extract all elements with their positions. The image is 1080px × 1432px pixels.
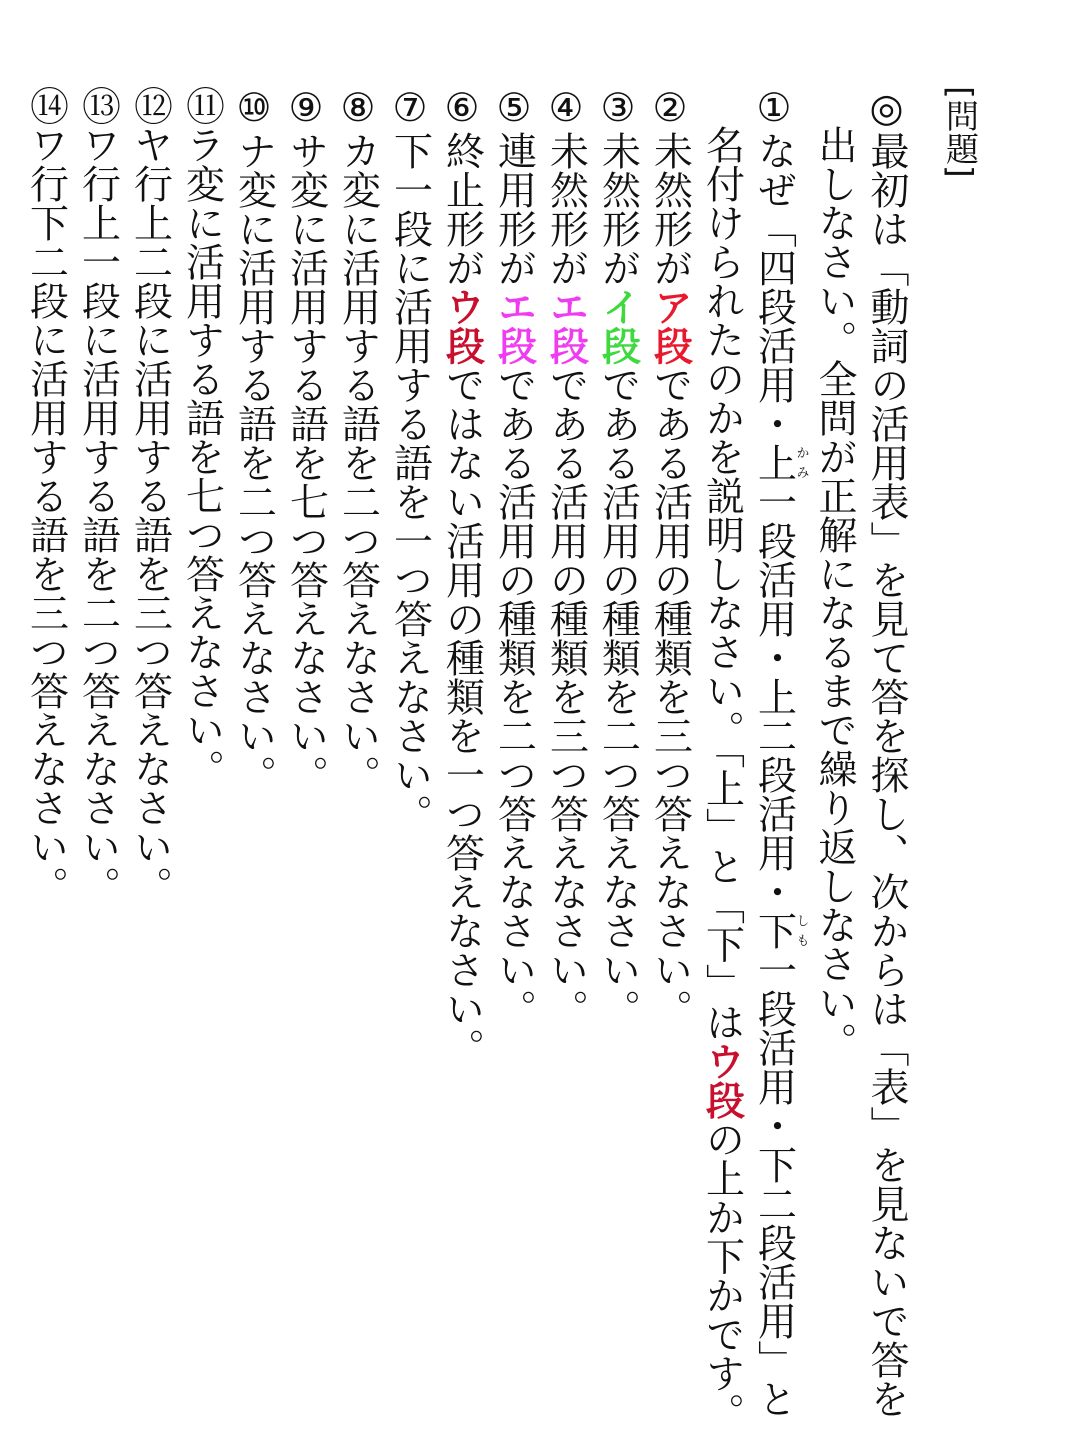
intro-line-2 [808, 86, 860, 1365]
question-number: ⑪ [179, 86, 225, 125]
question-text: 未然形が [595, 131, 641, 287]
intro-line-1 [860, 86, 912, 1418]
question-text: である活用の種類を三つ答えなさい。 [543, 365, 589, 1028]
question-text: である活用の種類を二つ答えなさい。 [595, 365, 641, 1028]
question-8 [332, 86, 384, 1326]
u-dan-highlight: ウ段 [439, 287, 485, 365]
question-text: ラ変に活用する語を七つ答えなさい。 [179, 125, 225, 788]
question-number: ⑤ [491, 86, 537, 131]
question-number: ④ [543, 86, 589, 131]
question-text: である活用の種類を二つ答えなさい。 [491, 365, 537, 1028]
question-text: サ変に活用する語を七つ答えなさい。 [283, 131, 329, 794]
question-text: なぜ「四段活用・ [751, 131, 797, 443]
kami-ruby [751, 443, 809, 482]
question-text: ナ変に活用する語を二つ答えなさい。 [231, 131, 277, 794]
question-1-line-2 [696, 86, 748, 1432]
question-number: ⑭ [23, 86, 69, 125]
question-6 [436, 86, 488, 1326]
intro-text-1: ◎最初は「動詞の活用表」を見て答を探し、次からは「表」を見ないで答を [864, 86, 909, 1418]
question-11 [176, 86, 228, 1326]
question-10 [228, 86, 280, 1326]
a-dan-highlight: ア段 [647, 287, 693, 365]
question-number: ⑥ [439, 86, 485, 131]
question-number: ⑧ [335, 86, 381, 131]
question-13 [72, 86, 124, 1326]
question-text: の上か下かです。 [699, 1119, 745, 1432]
question-number: ⑦ [387, 86, 433, 131]
question-1-line-1 [748, 86, 809, 1418]
question-text: 終止形が [439, 131, 485, 287]
question-12 [124, 86, 176, 1326]
question-4 [540, 86, 592, 1326]
question-7 [384, 86, 436, 1326]
question-number: ⑬ [75, 86, 121, 125]
question-5 [488, 86, 540, 1326]
question-text: 未然形が [647, 131, 693, 287]
question-number: ⑨ [283, 86, 329, 131]
question-number: ⑫ [127, 86, 173, 125]
question-3 [592, 86, 644, 1326]
kami-base: 上 [751, 443, 797, 482]
question-text: ワ行下二段に活用する語を三つ答えなさい。 [23, 125, 69, 905]
u-dan-highlight: ウ段 [699, 1041, 745, 1120]
question-text: カ変に活用する語を二つ答えなさい。 [335, 131, 381, 794]
question-text: 名付けられたのかを説明しなさい。「上」と「下」は [699, 125, 745, 1042]
question-text: 一段活用・下二段活用」と [751, 950, 797, 1418]
question-text: ワ行上一段に活用する語を二つ答えなさい。 [75, 125, 121, 905]
question-9 [280, 86, 332, 1326]
question-2 [644, 86, 696, 1326]
shimo-reading: しも [793, 911, 809, 950]
question-text: ヤ行上二段に活用する語を三つ答えなさい。 [127, 125, 173, 905]
question-number: ③ [595, 86, 641, 131]
shimo-base: 下 [751, 911, 797, 950]
intro-text-2: 出しなさい。全問が正解になるまで繰り返しなさい。 [812, 125, 857, 1061]
question-text: 一段活用・上二段活用・ [751, 482, 797, 911]
shimo-ruby [751, 911, 809, 950]
heading-text: [問題] [941, 86, 980, 178]
i-dan-highlight: イ段 [595, 287, 641, 365]
question-number: ① [751, 86, 797, 131]
question-text: である活用の種類を三つ答えなさい。 [647, 365, 693, 1028]
question-number: ⑩ [231, 86, 277, 131]
question-text: ではない活用の種類を一つ答えなさい。 [439, 365, 485, 1067]
heading [934, 86, 986, 1326]
e-dan-highlight: エ段 [491, 287, 537, 365]
kami-reading: かみ [793, 443, 809, 482]
question-text: 連用形が [491, 131, 537, 287]
question-text: 下一段に活用する語を一つ答えなさい。 [387, 131, 433, 833]
question-text: 未然形が [543, 131, 589, 287]
worksheet-page [23, 86, 986, 1432]
question-14 [20, 86, 72, 1326]
question-number: ② [647, 86, 693, 131]
e-dan-highlight: エ段 [543, 287, 589, 365]
